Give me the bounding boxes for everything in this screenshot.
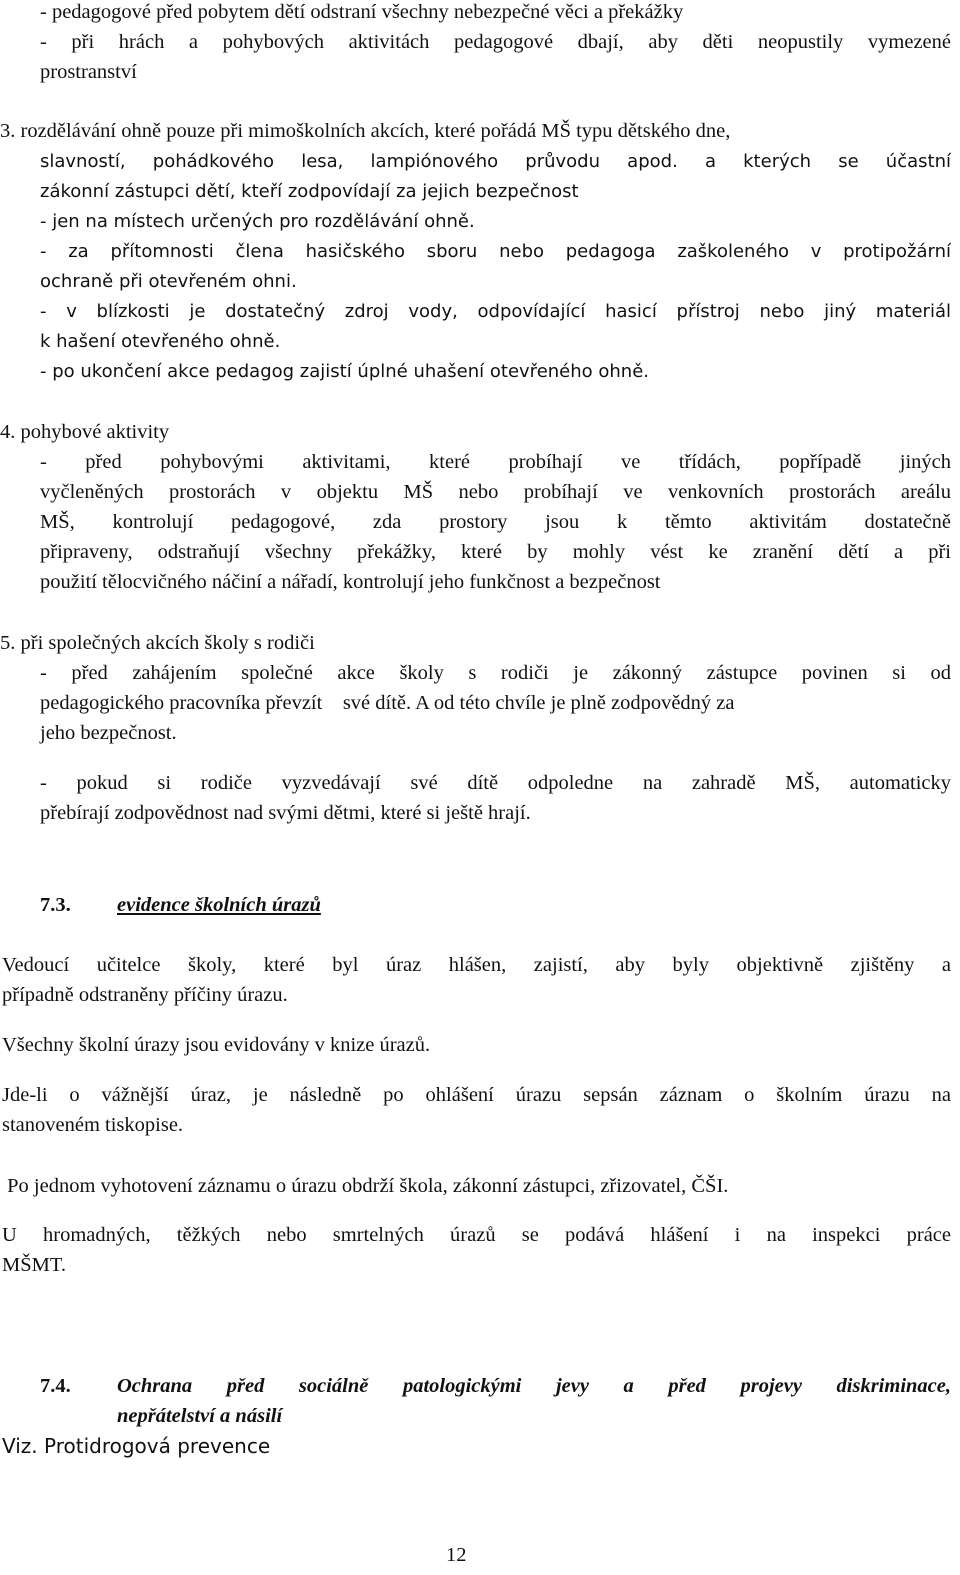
text-line: - pokud si rodiče vyzvedávají své dítě odpoledne na zahradě MŠ, automaticky — [40, 772, 951, 794]
reference-text: Viz. Protidrogová prevence — [2, 1434, 271, 1458]
text-line: vyčleněných prostorách v objektu MŠ nebo probíhají ve venkovních prostorách areálu — [40, 481, 951, 503]
text-line: MŠMT. — [2, 1254, 66, 1276]
text-line: pedagogického pracovníka převzít své dítě. A od této chvíle je plně zodpovědný za — [40, 692, 735, 714]
text-line: k hašení otevřeného ohně. — [40, 331, 281, 352]
text-line: - před pohybovými aktivitami, které probíhají ve třídách, popřípadě jiných — [40, 451, 951, 473]
text-line: prostranství — [40, 61, 137, 83]
text-line: zákonní zástupci dětí, kteří zodpovídají za jejich bezpečnost — [40, 181, 579, 202]
text-line: použití tělocvičného náčiní a nářadí, kontrolují jeho funkčnost a bezpečnost — [40, 571, 661, 593]
text-line: slavností, pohádkového lesa, lampiónového průvodu apod. a kterých se účastní — [40, 151, 951, 172]
text-line: přebírají zodpovědnost nad svými dětmi, které si ještě hrají. — [40, 802, 531, 824]
heading-7-3-number: 7.3. — [40, 894, 71, 916]
text-line: - při hrách a pohybových aktivitách pedagogové dbají, aby děti neopustily vymezené — [40, 31, 951, 53]
text-line: připraveny, odstraňují všechny překážky, které by mohly vést ke zranění dětí a při — [40, 541, 951, 563]
heading-7-3-title: evidence školních úrazů — [117, 894, 321, 916]
text-line: U hromadných, těžkých nebo smrtelných úrazů se podává hlášení i na inspekci práce — [2, 1224, 951, 1246]
page-number: 12 — [446, 1544, 467, 1566]
text-line: Všechny školní úrazy jsou evidovány v knize úrazů. — [2, 1034, 431, 1056]
text-line: - před zahájením společné akce školy s rodiči je zákonný zástupce povinen si od — [40, 662, 951, 684]
section-3-title: 3. rozdělávání ohně pouze při mimoškolních akcích, které pořádá MŠ typu dětského dne, — [0, 120, 731, 142]
text-line: jeho bezpečnost. — [40, 722, 177, 744]
heading-7-4-title-cont: nepřátelství a násilí — [117, 1405, 283, 1427]
text-line: - jen na místech určených pro rozdělávání ohně. — [40, 211, 475, 232]
text-line: Po jednom vyhotovení záznamu o úrazu obdrží škola, zákonní zástupci, zřizovatel, ČŠI. — [2, 1175, 729, 1197]
text-line: - pedagogové před pobytem dětí odstraní všechny nebezpečné věci a překážky — [40, 1, 684, 23]
text-line: případně odstraněny příčiny úrazu. — [2, 984, 288, 1006]
section-4-title: 4. pohybové aktivity — [0, 421, 170, 443]
heading-7-4-title: Ochrana před sociálně patologickými jevy a před projevy diskriminace, — [117, 1375, 951, 1397]
text-line: stanoveném tiskopise. — [2, 1114, 184, 1136]
text-line: Vedoucí učitelce školy, které byl úraz hlášen, zajistí, aby byly objektivně zjištěny a — [2, 954, 951, 976]
text-line: MŠ, kontrolují pedagogové, zda prostory jsou k těmto aktivitám dostatečně — [40, 511, 951, 533]
heading-7-4-number: 7.4. — [40, 1375, 71, 1397]
section-5-title: 5. při společných akcích školy s rodiči — [0, 632, 315, 654]
text-line: - za přítomnosti člena hasičského sboru nebo pedagoga zaškoleného v protipožární — [40, 241, 951, 262]
text-line: - po ukončení akce pedagog zajistí úplné uhašení otevřeného ohně. — [40, 361, 650, 382]
text-line: Jde-li o vážnější úraz, je následně po ohlášení úrazu sepsán záznam o školním úrazu na — [2, 1084, 951, 1106]
text-line: ochraně při otevřeném ohni. — [40, 271, 297, 292]
text-line: - v blízkosti je dostatečný zdroj vody, odpovídající hasicí přístroj nebo jiný materiál — [40, 301, 951, 322]
